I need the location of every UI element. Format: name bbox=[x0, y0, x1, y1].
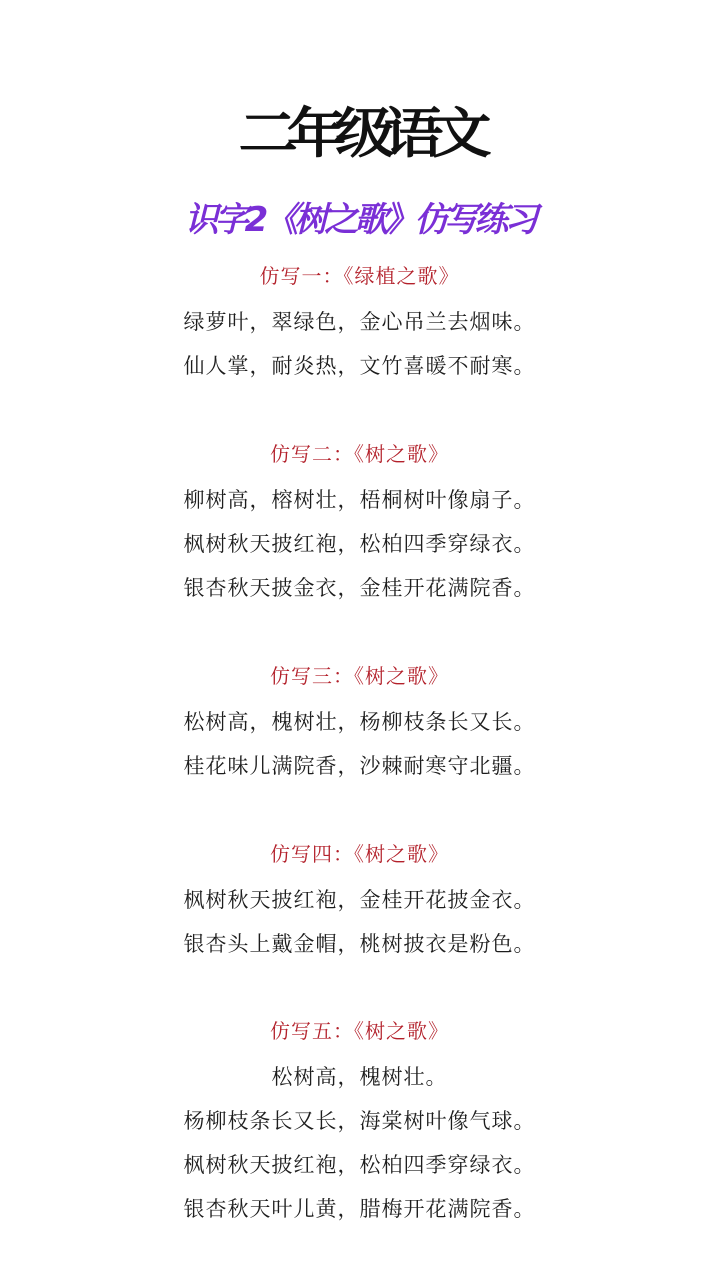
verse-line: 桂花味儿满院香，沙棘耐寒守北疆。 bbox=[183, 754, 536, 778]
verse-line: 银杏头上戴金帽，桃树披衣是粉色。 bbox=[183, 932, 536, 956]
poem-section-1 bbox=[0, 262, 719, 388]
verse-line: 银杏秋天披金衣，金桂开花满院香。 bbox=[183, 576, 536, 600]
section-heading: 仿写二：《树之歌》 bbox=[270, 442, 449, 466]
section-heading: 仿写五：《树之歌》 bbox=[270, 1019, 449, 1043]
verse-line: 枫树秋天披红袍，松柏四季穿绿衣。 bbox=[183, 532, 536, 556]
verse-line: 杨柳枝条长又长，海棠树叶像气球。 bbox=[183, 1109, 536, 1133]
verse-line: 仙人掌，耐炎热，文竹喜暖不耐寒。 bbox=[183, 354, 536, 378]
page-subtitle: 识字2《树之歌》仿写练习 bbox=[184, 200, 535, 240]
verse-line: 柳树高，榕树壮，梧桐树叶像扇子。 bbox=[183, 488, 536, 512]
verse-line: 松树高，槐树壮。 bbox=[271, 1065, 448, 1089]
poem-section-4 bbox=[0, 840, 719, 966]
verse-line: 枫树秋天披红袍，金桂开花披金衣。 bbox=[183, 888, 536, 912]
section-heading: 仿写三：《树之歌》 bbox=[270, 664, 449, 688]
verse-line: 枫树秋天披红袍，松柏四季穿绿衣。 bbox=[183, 1153, 536, 1177]
poem-section-2 bbox=[0, 440, 719, 610]
poem-section-5 bbox=[0, 1017, 719, 1231]
section-heading: 仿写一：《绿植之歌》 bbox=[259, 264, 460, 288]
verse-line: 松树高，槐树壮，杨柳枝条长又长。 bbox=[183, 710, 536, 734]
poem-section-3 bbox=[0, 662, 719, 788]
verse-line: 绿萝叶，翠绿色，金心吊兰去烟味。 bbox=[183, 310, 536, 334]
page-title: 二年级语文 bbox=[238, 102, 481, 165]
verse-line: 银杏秋天叶儿黄，腊梅开花满院香。 bbox=[183, 1197, 536, 1221]
section-heading: 仿写四：《树之歌》 bbox=[270, 842, 449, 866]
